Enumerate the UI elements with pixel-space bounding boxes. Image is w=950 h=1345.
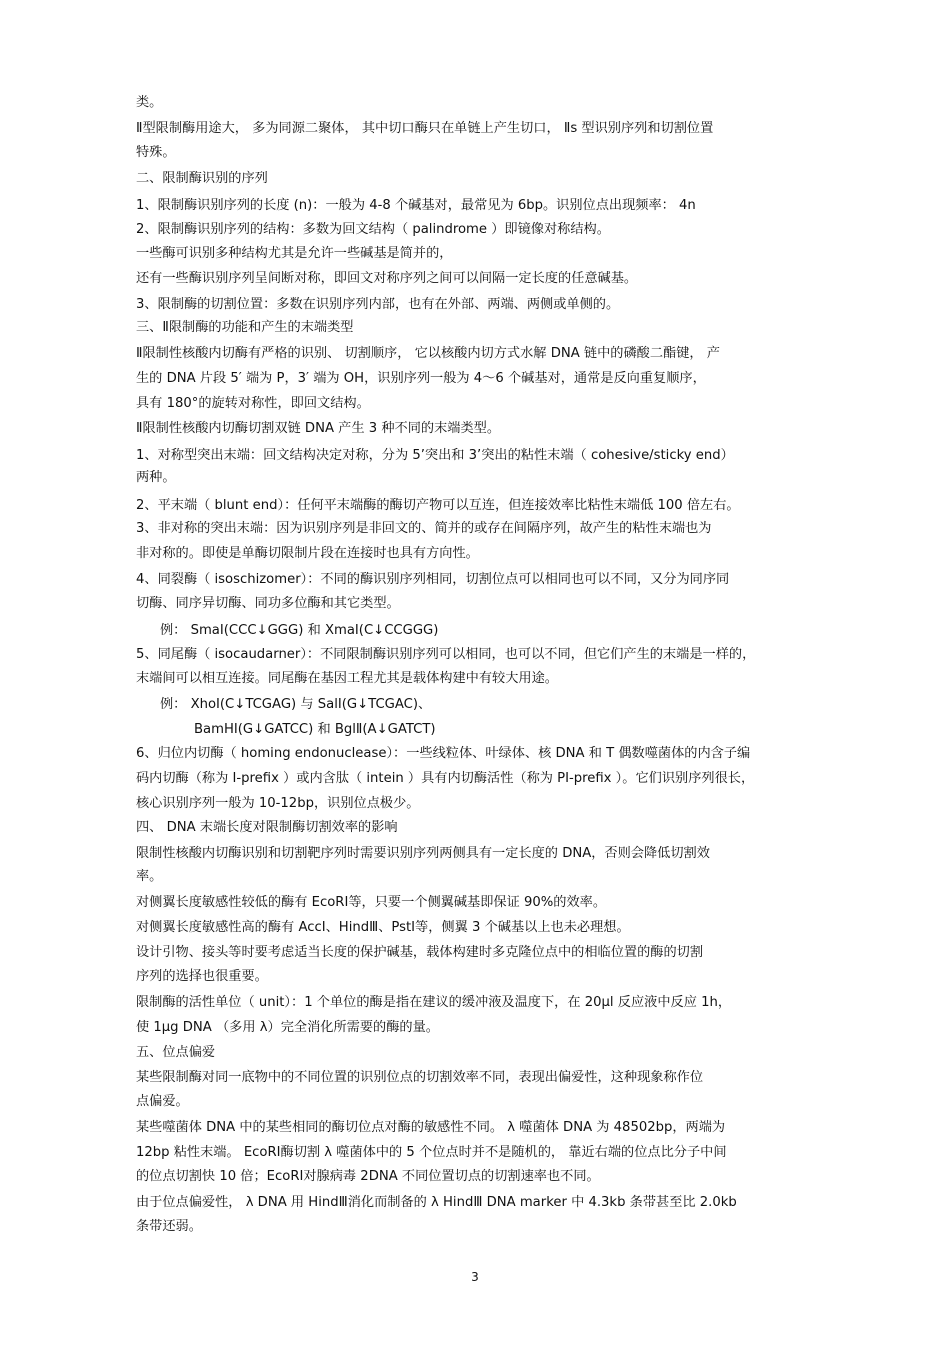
text-line: 限制酶的活性单位（ unit）：1 个单位的酶是指在建议的缓冲液及温度下，在 20μl 反应液中反应 1h， (136, 995, 732, 1010)
text-line: 末端间可以相互连接。同尾酶在基因工程尤其是载体构建中有较大用途。 (136, 671, 558, 686)
example-line: BamHI(G↓GATCC) 和 BglⅡ(A↓GATCT) (194, 722, 436, 737)
text-line: 12bp 粘性末端。 EcoRⅠ酶切割 λ 噬菌体中的 5 个位点时并不是随机的， 靠近右端的位点比分子中间 (136, 1145, 727, 1160)
text-line: 6、归位内切酶（ homing endonuclease）：一些线粒体、叶绿体、核 DNA 和 T 偶数噬菌体的内含子编 (136, 746, 751, 761)
text-line: 两种。 (136, 470, 176, 485)
text-line: 对侧翼长度敏感性高的酶有 AccⅠ、HindⅢ、PstⅠ等，侧翼 3 个碱基以上也未必理想。 (136, 920, 630, 935)
text-line: 率。 (136, 869, 163, 884)
text-line: 的位点切割快 10 倍；EcoRⅠ对腺病毒 2DNA 不同位置切点的切割速率也不同。 (136, 1169, 600, 1184)
text-line: 设计引物、接头等时要考虑适当长度的保护碱基，载体构建时多克隆位点中的相临位置的酶的切割 (136, 945, 704, 960)
section-heading: 四、 DNA 末端长度对限制酶切割效率的影响 (136, 820, 398, 835)
text-line: 核心识别序列一般为 10-12bp，识别位点极少。 (136, 796, 420, 811)
text-line: 1、限制酶识别序列的长度 (n)：一般为 4-8 个碱基对，最常见为 6bp。识别位点出现频率： 4n (136, 198, 696, 213)
text-line: Ⅱ型限制酶用途大， 多为同源二聚体， 其中切口酶只在单链上产生切口， Ⅱs 型识别序列和切割位置 (136, 121, 714, 136)
text-line: 序列的选择也很重要。 (136, 969, 268, 984)
text-line: 某些噬菌体 DNA 中的某些相同的酶切位点对酶的敏感性不同。 λ 噬菌体 DNA 为 48502bp，两端为 (136, 1120, 726, 1135)
text-line: 由于位点偏爱性， λ DNA 用 HindⅢ消化而制备的 λ HindⅢ DNA marker 中 4.3kb 条带甚至比 2.0kb (136, 1195, 737, 1210)
text-line: 使 1μg DNA （多用 λ）完全消化所需要的酶的量。 (136, 1020, 439, 1035)
page-number: 3 (471, 1270, 479, 1284)
text-line: 类。 (136, 95, 163, 110)
text-line: 一些酶可识别多种结构尤其是允许一些碱基是简并的， (136, 246, 453, 261)
text-line: Ⅱ限制性核酸内切酶有严格的识别、 切割顺序， 它以核酸内切方式水解 DNA 链中的磷酸二酯键， 产 (136, 346, 720, 361)
text-line: 2、平末端（ blunt end）：任何平末端酶的酶切产物可以互连，但连接效率比粘性末端低 100 倍左右。 (136, 498, 740, 513)
text-line: 1、对称型突出末端：回文结构决定对称，分为 5’突出和 3’突出的粘性末端（ cohesive/sticky end） (136, 448, 734, 463)
section-heading: 五、位点偏爱 (136, 1045, 216, 1060)
text-line: 3、限制酶的切割位置：多数在识别序列内部，也有在外部、两端、两侧或单侧的。 (136, 297, 620, 312)
text-line: 2、限制酶识别序列的结构：多数为回文结构（ palindrome ）即镜像对称结构。 (136, 222, 610, 237)
text-line: 某些限制酶对同一底物中的不同位置的识别位点的切割效率不同，表现出偏爱性，这种现象称作位 (136, 1070, 704, 1085)
text-line: 切酶、同序异切酶、同功多位酶和其它类型。 (136, 596, 400, 611)
text-line: 3、非对称的突出末端：因为识别序列是非回文的、简并的或存在间隔序列，故产生的粘性末端也为 (136, 521, 712, 536)
section-heading: 二、限制酶识别的序列 (136, 171, 268, 186)
text-line: 5、同尾酶（ isocaudarner）：不同限制酶识别序列可以相同，也可以不同，但它们产生的末端是一样的， (136, 647, 756, 662)
text-line: 具有 180°的旋转对称性，即回文结构。 (136, 396, 370, 411)
text-line: 4、同裂酶（ isoschizomer）：不同的酶识别序列相同，切割位点可以相同也可以不同，又分为同序同 (136, 572, 730, 587)
text-line: 限制性核酸内切酶识别和切割靶序列时需要识别序列两侧具有一定长度的 DNA，否则会降低切割效 (136, 846, 710, 861)
section-heading: 三、Ⅱ限制酶的功能和产生的末端类型 (136, 320, 354, 335)
text-line: 对侧翼长度敏感性较低的酶有 EcoRⅠ等，只要一个侧翼碱基即保证 90%的效率。 (136, 895, 607, 910)
text-line: 生的 DNA 片段 5′ 端为 P，3′ 端为 OH，识别序列一般为 4～6 个碱基对，通常是反向重复顺序， (136, 371, 706, 386)
text-line: 非对称的。即使是单酶切限制片段在连接时也具有方向性。 (136, 546, 479, 561)
example-line: 例： XhoⅠ(C↓TCGAG) 与 SalⅠ(G↓TCGAC)、 (160, 697, 432, 712)
text-line: Ⅱ限制性核酸内切酶切割双链 DNA 产生 3 种不同的末端类型。 (136, 421, 500, 436)
text-line: 特殊。 (136, 145, 176, 160)
text-line: 条带还弱。 (136, 1219, 202, 1234)
text-line: 还有一些酶识别序列呈间断对称，即回文对称序列之间可以间隔一定长度的任意碱基。 (136, 271, 638, 286)
example-line: 例： SmaⅠ(CCC↓GGG) 和 XmaⅠ(C↓CCGGG) (160, 623, 439, 638)
text-line: 码内切酶（称为 I-prefix ）或内含肽（ intein ）具有内切酶活性（称为 PI-prefix ）。它们识别序列很长， (136, 771, 755, 786)
text-line: 点偏爱。 (136, 1094, 189, 1109)
